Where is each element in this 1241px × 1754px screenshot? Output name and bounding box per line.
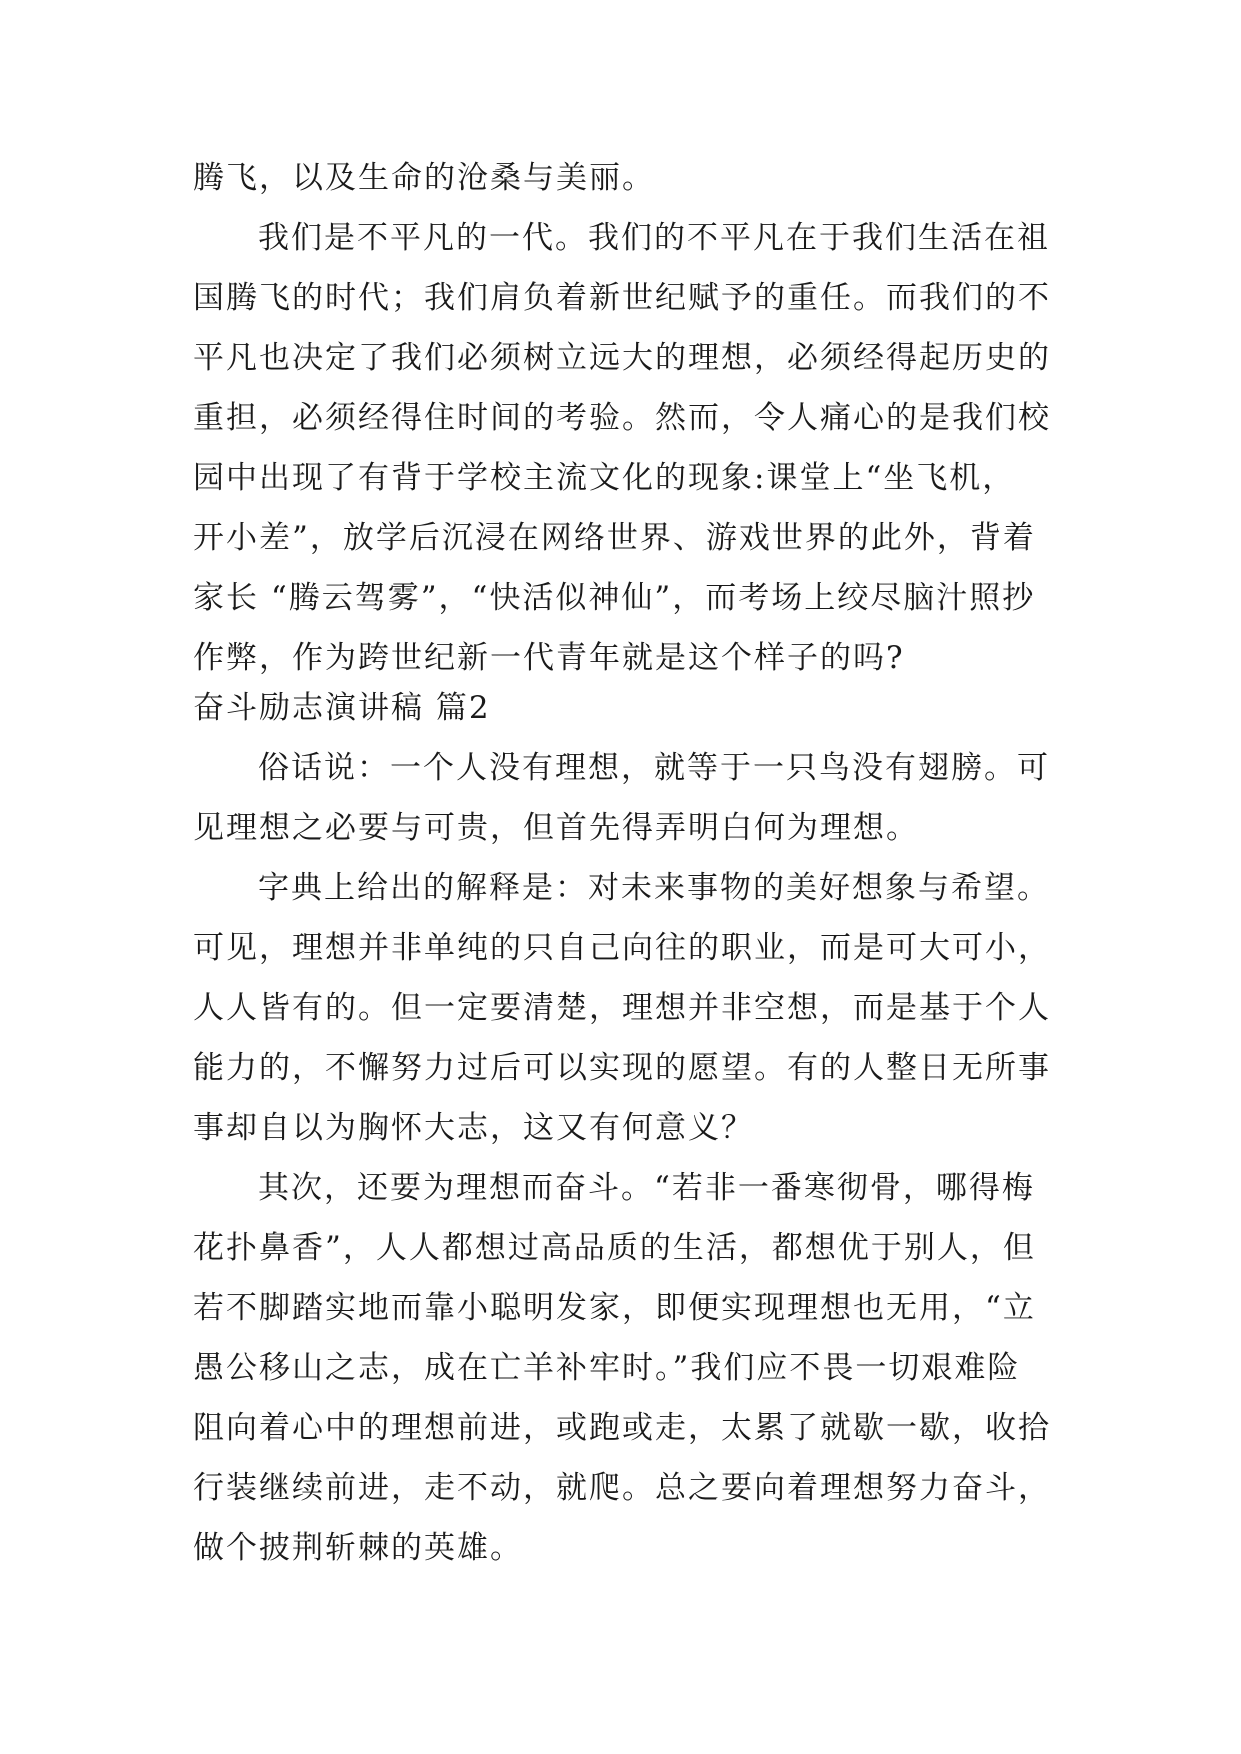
- section-heading: 奋斗励志演讲稿 篇2: [193, 690, 491, 726]
- paragraph-first-line: 其次，还要为理想而奋斗。“若非一番寒彻骨，哪得梅: [258, 1170, 1035, 1206]
- text-line: 人人皆有的。但一定要清楚，理想并非空想，而是基于个人: [193, 990, 1051, 1026]
- text-line: 作弊，作为跨世纪新一代青年就是这个样子的吗?: [193, 640, 905, 676]
- paragraph-first-line: 我们是不平凡的一代。我们的不平凡在于我们生活在祖: [258, 220, 1050, 256]
- text-line: 若不脚踏实地而靠小聪明发家，即便实现理想也无用，“立: [193, 1290, 1036, 1326]
- text-line: 重担，必须经得住时间的考验。然而，令人痛心的是我们校: [193, 400, 1051, 436]
- text-line: 事却自以为胸怀大志，这又有何意义？: [193, 1110, 754, 1146]
- text-line: 行装继续前进，走不动，就爬。总之要向着理想努力奋斗，: [193, 1470, 1051, 1506]
- text-line: 开小差”，放学后沉浸在网络世界、游戏世界的此外，背着: [193, 520, 1036, 556]
- text-line: 平凡也决定了我们必须树立远大的理想，必须经得起历史的: [193, 340, 1051, 376]
- text-line: 花扑鼻香”，人人都想过高品质的生活，都想优于别人，但: [193, 1230, 1036, 1266]
- paragraph-first-line: 字典上给出的解释是：对未来事物的美好想象与希望。: [258, 870, 1050, 906]
- text-line: 家长 “腾云驾雾”，“快活似神仙”，而考场上绞尽脑汁照抄: [193, 580, 1036, 616]
- text-line: 国腾飞的时代；我们肩负着新世纪赋予的重任。而我们的不: [193, 280, 1051, 316]
- paragraph-first-line: 俗话说：一个人没有理想，就等于一只鸟没有翅膀。可: [258, 750, 1050, 786]
- text-line: 能力的，不懈努力过后可以实现的愿望。有的人整日无所事: [193, 1050, 1051, 1086]
- text-line: 阻向着心中的理想前进，或跑或走，太累了就歇一歇，收拾: [193, 1410, 1051, 1446]
- text-line: 做个披荆斩棘的英雄。: [193, 1530, 523, 1566]
- text-line: 腾飞，以及生命的沧桑与美丽。: [193, 160, 655, 196]
- text-line: 愚公移山之志，成在亡羊补牢时。”我们应不畏一切艰难险: [193, 1350, 1021, 1386]
- text-line: 可见，理想并非单纯的只自己向往的职业，而是可大可小，: [193, 930, 1051, 966]
- text-line: 园中出现了有背于学校主流文化的现象:课堂上“坐飞机，: [193, 460, 1016, 496]
- text-line: 见理想之必要与可贵，但首先得弄明白何为理想。: [193, 810, 919, 846]
